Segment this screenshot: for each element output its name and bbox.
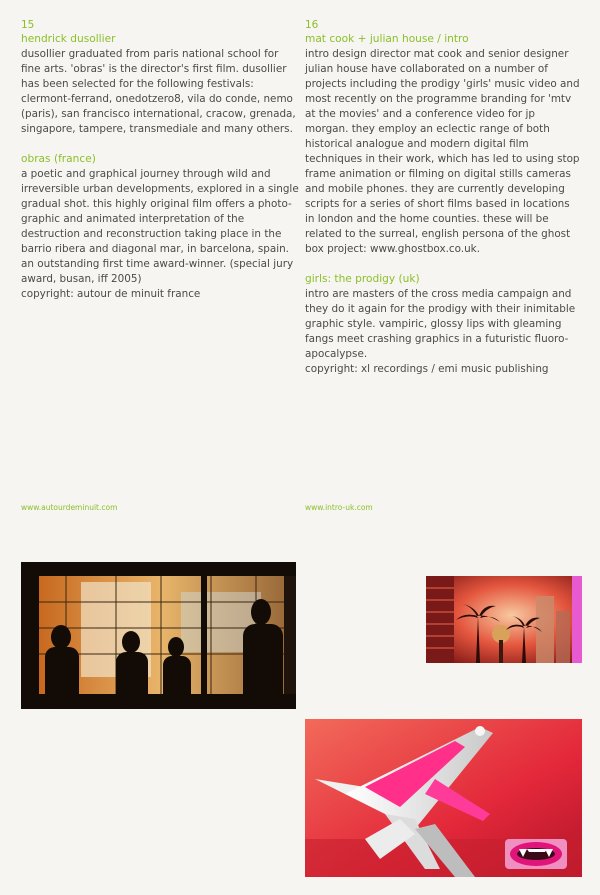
left-column: [21, 18, 299, 302]
director-bio: intro design director mat cook and senior designer julian house have collaborated on a number of projects including the prodigy 'girls' music video and most recently on the programme branding for 'mtv at the movies' and a conference video for jp morgan. they employ an eclectic range of both historical analogue and modern digital film techniques in their work, which has led to using stop frame animation or filming on digital stills cameras and mobile phones. they are currently developing scripts for a series of short films based in locations in london and the home counties. these will be related to the surreal, english persona of the ghost box project: www.ghostbox.co.uk.: [305, 48, 580, 255]
entry-number: 15: [21, 19, 35, 31]
right-column: [305, 18, 581, 377]
film-description: a poetic and graphical journey through wild and irreversible urban developments, explored in a single gradual shot. this highly original film offers a photo-graphic and animated interpretation of the destruction and reconstruction taking place in the barrio ribera and diagonal mar, in barcelona, spain. an outstanding first time award-winner. (special jury award, busan, iff 2005): [21, 168, 299, 285]
website-link[interactable]: www.intro-uk.com: [305, 503, 373, 512]
director-name: mat cook + julian house / intro: [305, 33, 469, 45]
film-copyright: copyright: autour de minuit france: [21, 288, 201, 300]
prodigy-city-still: [426, 576, 582, 663]
director-name: hendrick dusollier: [21, 33, 116, 45]
film-title: obras (france): [21, 153, 96, 165]
entry-number: 16: [305, 19, 319, 31]
film-copyright: copyright: xl recordings / emi music publishing: [305, 363, 549, 375]
film-description: intro are masters of the cross media campaign and they do it again for the prodigy with their inimitable graphic style. vampiric, glossy lips with gleaming fangs meet crashing graphics in a futuristic fluoro-apocalypse.: [305, 288, 576, 360]
obras-film-still: [21, 562, 296, 709]
film-title: girls: the prodigy (uk): [305, 273, 420, 285]
prodigy-jet-still: [305, 719, 582, 877]
director-bio: dusollier graduated from paris national school for fine arts. 'obras' is the director's first film. dusollier has been selected for the following festivals: clermont-ferrand, onedotzero8, vila do conde, nemo (paris), san francisco international, cracow, grenada, singapore, tampere, transmediale and many others.: [21, 48, 296, 135]
website-link[interactable]: www.autourdeminuit.com: [21, 503, 118, 512]
